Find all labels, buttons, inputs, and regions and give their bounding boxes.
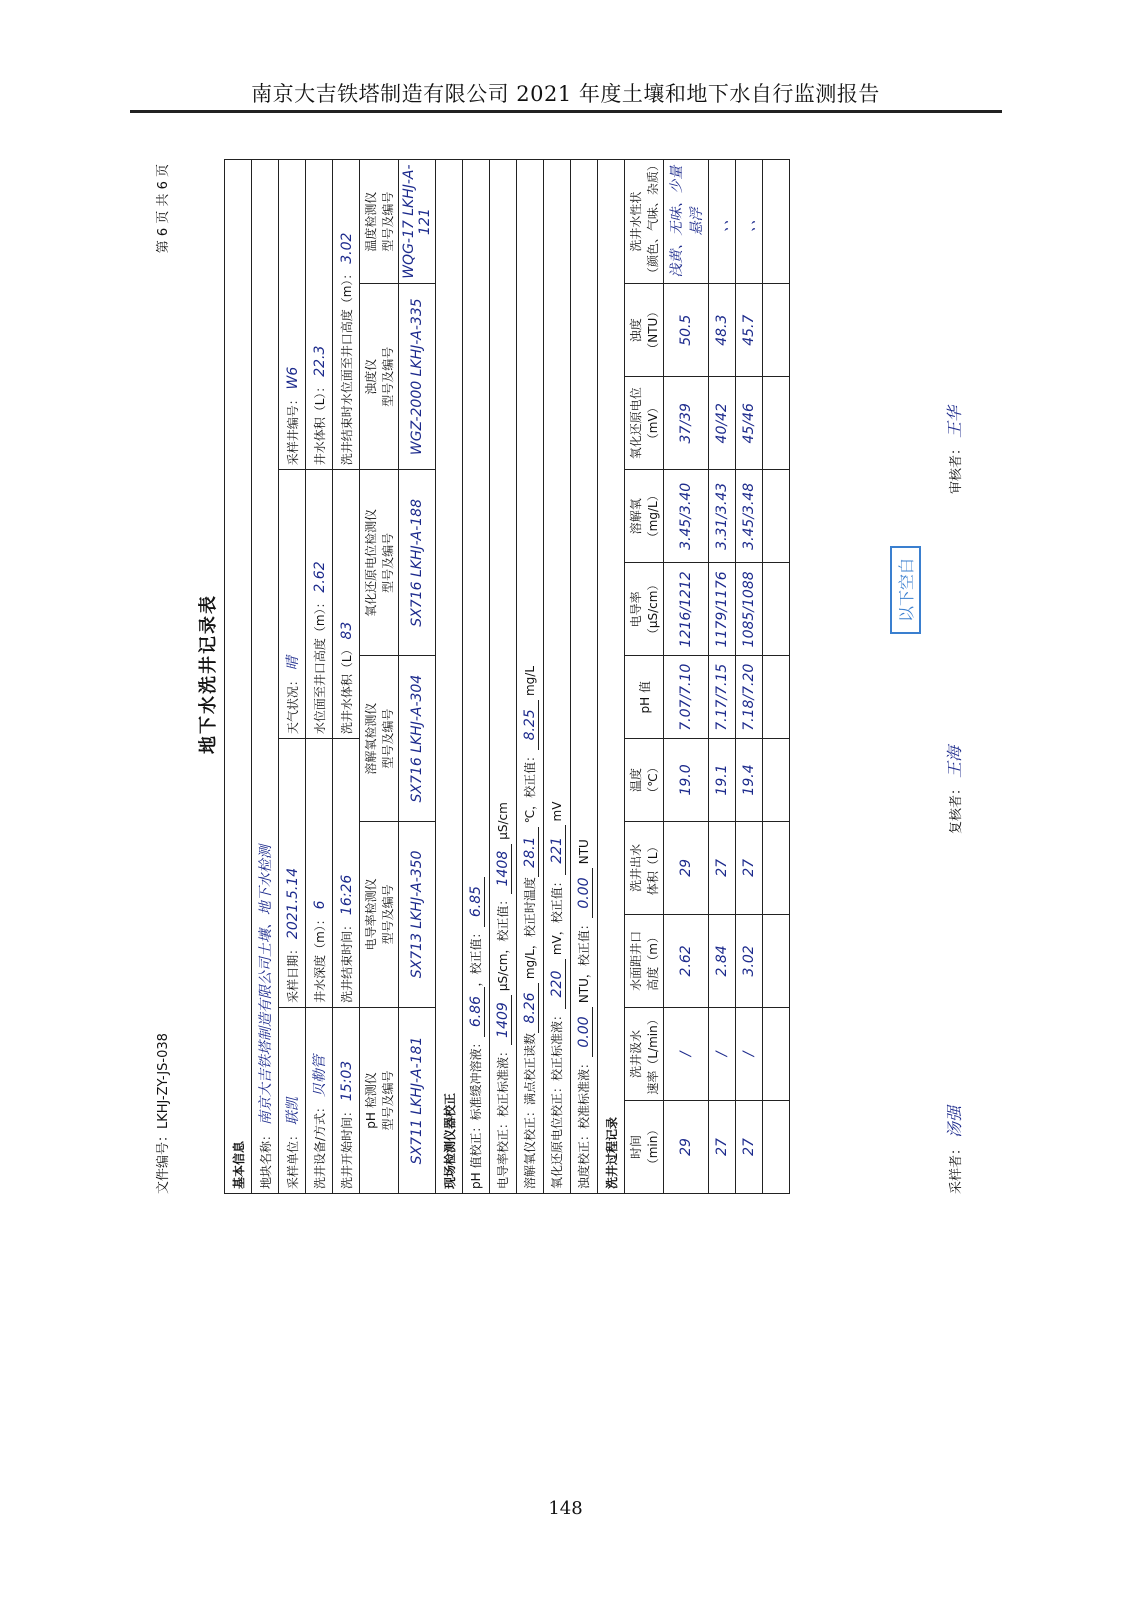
well-volume-cell — [306, 160, 333, 470]
sampling-unit-value: 联凯 — [285, 1097, 301, 1126]
sampler-signature — [942, 1106, 965, 1194]
sampling-date-cell — [279, 739, 306, 1008]
blank-below-stamp: 以下空白 — [890, 546, 921, 634]
end-time-label: 洗井结束时间： — [339, 918, 354, 1003]
cell: 37/39 — [664, 377, 709, 470]
water-level-cell — [306, 470, 333, 739]
well-id-cell — [279, 160, 306, 470]
orp-calib-unit: mV — [550, 801, 564, 826]
auditor-signature — [942, 406, 965, 494]
instrument-do-value: SX716 LKHJ-A-304 — [399, 656, 436, 821]
orp-calib-label: 氧化还原电位校正：校正标准液： — [550, 1008, 564, 1189]
turb-calib-unit: NTU — [577, 839, 591, 869]
orp-calib-std: 220 — [549, 959, 566, 1009]
do-calib-unit: mg/L — [523, 665, 537, 700]
sampling-date-value: 2021.5.14 — [284, 867, 301, 940]
end-time-value: 16:26 — [338, 874, 355, 916]
conductivity-calibration-row — [490, 160, 517, 1194]
col-properties: 洗井水性状 （颜色、气味、杂质） — [625, 160, 664, 284]
start-time-cell — [333, 1007, 360, 1193]
cell: 27 — [709, 1100, 736, 1193]
turb-calib-std: 0.00 — [576, 1007, 593, 1057]
cell: 29 — [664, 1100, 709, 1193]
reviewer-signature — [942, 746, 965, 834]
end-level-value: 3.02 — [338, 232, 355, 264]
process-header-row — [625, 160, 664, 1194]
equipment-cell — [306, 1007, 333, 1193]
col-conductivity: 电导率 （μS/cm） — [625, 563, 664, 656]
instrument-ph-value: SX711 LKHJ-A-181 — [399, 1007, 436, 1193]
well-washing-record-table — [224, 159, 790, 1194]
equipment-label: 洗井设备/方式： — [313, 1100, 327, 1189]
cell: / — [736, 1007, 763, 1100]
weather-cell — [279, 470, 306, 739]
end-level-cell — [333, 160, 360, 470]
instrument-temperature-label: 温度检测仪 型号及编号 — [360, 160, 399, 284]
table-row — [709, 160, 736, 1194]
instrument-orp-value: SX716 LKHJ-A-188 — [399, 470, 436, 656]
cell: 1085/1088 — [736, 563, 763, 656]
cell: 1216/1212 — [664, 563, 709, 656]
end-level-label: 洗井结束时水位面至井口高度（m）： — [339, 267, 354, 466]
form-title: 地下水洗井记录表 — [198, 594, 219, 754]
do-calib-reading: 8.26 — [522, 983, 539, 1033]
section-calibration: 现场检测仪器校正 — [436, 160, 463, 1194]
cell: / — [664, 1007, 709, 1100]
instrument-turbidity-label: 浊度仪 型号及编号 — [360, 284, 399, 470]
col-turbidity: 浊度 （NTU） — [625, 284, 664, 377]
reviewer-name: 王海 — [945, 745, 964, 778]
cell: 27 — [709, 821, 736, 914]
instrument-conductivity-value: SX713 LKHJ-A-350 — [399, 821, 436, 1007]
col-ph: pH 值 — [625, 656, 664, 739]
instrument-conductivity-label: 电导率检测仪 型号及编号 — [360, 821, 399, 1007]
wash-volume-cell — [333, 470, 360, 739]
cell: 19.0 — [664, 739, 709, 822]
sampling-date-label: 采样日期： — [285, 942, 300, 1003]
cell: 50.5 — [664, 284, 709, 377]
turb-calib-label: 浊度校正：校准标准液： — [577, 1056, 591, 1189]
section-process: 洗井过程记录 — [598, 160, 625, 1194]
page-number: 148 — [548, 1498, 583, 1519]
cell: / — [709, 1007, 736, 1100]
equipment-value: 贝勒管 — [312, 1055, 328, 1098]
table-row — [736, 160, 763, 1194]
col-temperature: 温度 （℃） — [625, 739, 664, 822]
col-do: 溶解氧 （mg/L） — [625, 470, 664, 563]
sampling-unit-cell — [279, 1007, 306, 1193]
cell: 、、 — [709, 160, 736, 284]
end-time-cell — [333, 739, 360, 1008]
start-time-label: 洗井开始时间： — [339, 1104, 354, 1189]
do-calib-value: 8.25 — [522, 700, 539, 750]
water-level-label: 水位面至井口高度（m）： — [312, 596, 327, 735]
instrument-turbidity-value: WGZ-2000 LKHJ-A-335 — [399, 284, 436, 470]
ph-calib-value: 6.85 — [468, 877, 485, 927]
table-row-empty — [763, 160, 790, 1194]
do-calibration-row — [517, 160, 544, 1194]
well-depth-label: 井水深度（m）： — [312, 913, 327, 1003]
wash-volume-value: 83 — [338, 621, 355, 640]
instrument-do-label: 溶解氧检测仪 型号及编号 — [360, 656, 399, 821]
cond-calib-mid: μS/cm，校正值： — [496, 893, 510, 995]
cell: 3.45/3.48 — [736, 470, 763, 563]
turb-calib-mid: NTU，校正值： — [577, 918, 591, 1007]
cell: 3.02 — [736, 914, 763, 1007]
turbidity-calibration-row — [571, 160, 598, 1194]
orp-calib-value: 221 — [549, 825, 566, 875]
document-number: 文件编号：LKHJ-ZY-JS-038 — [156, 1033, 171, 1194]
table-row — [664, 160, 709, 1194]
do-calib-mid: mg/L，校正时温度 — [523, 877, 537, 983]
sampler-label: 采样者： — [949, 1141, 964, 1194]
cond-calib-std: 1409 — [495, 995, 512, 1045]
reviewer-label: 复核者： — [949, 781, 964, 834]
section-basic-info: 基本信息 — [225, 160, 252, 1194]
header-divider — [130, 110, 1002, 113]
cell: 19.1 — [709, 739, 736, 822]
cell: 1179/1176 — [709, 563, 736, 656]
turb-calib-value: 0.00 — [576, 868, 593, 918]
well-depth-value: 6 — [311, 900, 328, 910]
cell: 40/42 — [709, 377, 736, 470]
well-id-label: 采样井编号： — [285, 393, 300, 466]
auditor-label: 审核者： — [949, 441, 964, 494]
do-calib-temp: 28.1 — [522, 827, 539, 877]
cell: 29 — [664, 821, 709, 914]
weather-label: 天气状况： — [286, 674, 300, 735]
well-id-value: W6 — [284, 366, 301, 390]
do-calib-mid2: ℃，校正值： — [523, 749, 537, 828]
cell: 浅黄、无味、少量悬浮 — [664, 160, 709, 284]
col-orp: 氧化还原电位 （mV） — [625, 377, 664, 470]
cell: 27 — [736, 1100, 763, 1193]
scanned-form — [152, 154, 1002, 1194]
cell: 19.4 — [736, 739, 763, 822]
start-time-value: 15:03 — [338, 1060, 355, 1102]
cell: 48.3 — [709, 284, 736, 377]
cond-calib-unit: μS/cm — [496, 802, 510, 844]
cell: 2.84 — [709, 914, 736, 1007]
water-level-value: 2.62 — [311, 561, 328, 593]
well-volume-label: 井水体积（L）： — [312, 380, 327, 466]
site-name-value: 南京大吉铁塔制造有限公司土壤、地下水检测 — [258, 845, 274, 1126]
cell: 7.17/7.15 — [709, 656, 736, 739]
well-depth-cell — [306, 739, 333, 1008]
ph-calib-label: pH 值校正：标准缓冲溶液： — [469, 1036, 483, 1189]
auditor-name: 王华 — [945, 405, 964, 438]
do-calib-label: 溶解氧仪校正：满点校正读数 — [523, 1032, 537, 1189]
weather-value: 晴 — [285, 656, 301, 671]
cell: 7.18/7.20 — [736, 656, 763, 739]
orp-calib-mid: mV，校正值： — [550, 875, 564, 959]
cell: 、、 — [736, 160, 763, 284]
cell: 3.45/3.40 — [664, 470, 709, 563]
ph-calib-std: 6.86 — [468, 987, 485, 1037]
col-water-level: 水面距井口 高度（m） — [625, 914, 664, 1007]
page-count: 第 6 页 共 6 页 — [156, 164, 171, 254]
col-rate: 洗井汲水 速率（L/min） — [625, 1007, 664, 1100]
sampling-unit-label: 采样单位： — [286, 1128, 300, 1189]
wash-volume-label: 洗井水体积（L） — [339, 643, 354, 735]
report-header: 南京大吉铁塔制造有限公司 2021 年度土壤和地下水自行监测报告 — [251, 82, 880, 106]
cell: 27 — [736, 821, 763, 914]
col-volume: 洗井出水 体积（L） — [625, 821, 664, 914]
col-time: 时间 （min） — [625, 1100, 664, 1193]
cell: 3.31/3.43 — [709, 470, 736, 563]
ph-calibration-row — [463, 160, 490, 1194]
orp-calibration-row — [544, 160, 571, 1194]
site-name-label: 地块名称： — [259, 1128, 273, 1189]
instrument-temperature-value: WQG-17 LKHJ-A-121 — [399, 160, 436, 284]
cell: 2.62 — [664, 914, 709, 1007]
instrument-orp-label: 氧化还原电位检测仪 型号及编号 — [360, 470, 399, 656]
cond-calib-value: 1408 — [495, 844, 512, 894]
instrument-ph-label: pH 检测仪 型号及编号 — [360, 1007, 399, 1193]
cell: 45.7 — [736, 284, 763, 377]
sampler-name: 汤强 — [945, 1105, 964, 1138]
cell: 45/46 — [736, 377, 763, 470]
well-volume-value: 22.3 — [311, 345, 328, 377]
cell: 7.07/7.10 — [664, 656, 709, 739]
site-name-row — [252, 160, 279, 1194]
ph-calib-mid: ，校正值： — [469, 926, 483, 987]
cond-calib-label: 电导率校正：校正标准液： — [496, 1044, 510, 1189]
